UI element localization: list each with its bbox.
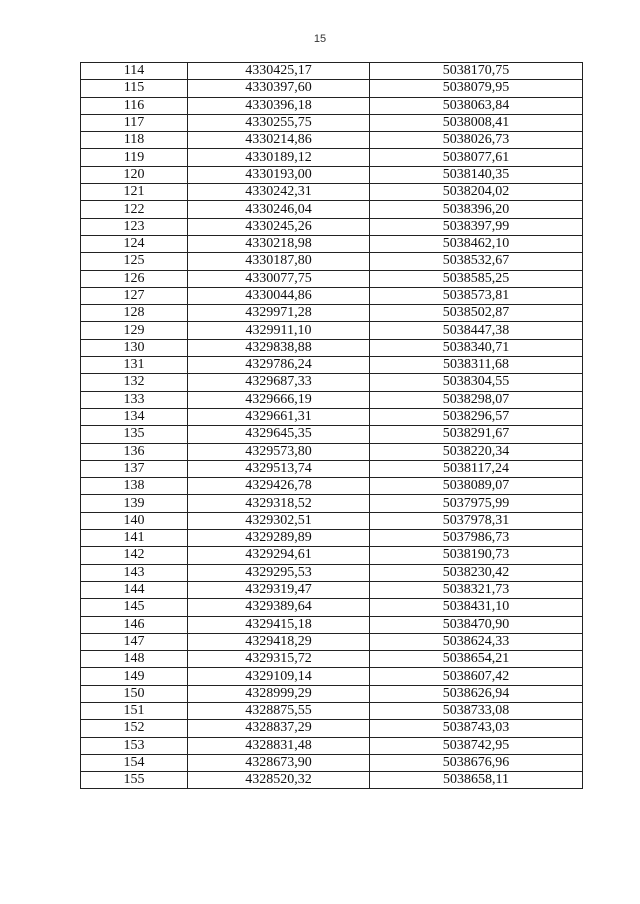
x-coordinate-cell: 4329645,35 — [188, 426, 370, 443]
point-number-cell: 133 — [81, 391, 188, 408]
x-coordinate-cell: 4330077,75 — [188, 270, 370, 287]
point-number-cell: 141 — [81, 530, 188, 547]
y-coordinate-cell: 5037978,31 — [370, 512, 583, 529]
table-row — [81, 772, 583, 789]
point-number-cell: 122 — [81, 201, 188, 218]
y-coordinate-cell: 5038654,21 — [370, 651, 583, 668]
table-row — [81, 581, 583, 598]
x-coordinate-cell: 4329513,74 — [188, 460, 370, 477]
x-coordinate-cell: 4329838,88 — [188, 339, 370, 356]
table-row — [81, 495, 583, 512]
table-row — [81, 512, 583, 529]
y-coordinate-cell: 5038291,67 — [370, 426, 583, 443]
y-coordinate-cell: 5038733,08 — [370, 702, 583, 719]
point-number-cell: 155 — [81, 772, 188, 789]
x-coordinate-cell: 4329289,89 — [188, 530, 370, 547]
x-coordinate-cell: 4329318,52 — [188, 495, 370, 512]
y-coordinate-cell: 5038626,94 — [370, 685, 583, 702]
y-coordinate-cell: 5038658,11 — [370, 772, 583, 789]
y-coordinate-cell: 5038077,61 — [370, 149, 583, 166]
point-number-cell: 116 — [81, 97, 188, 114]
point-number-cell: 137 — [81, 460, 188, 477]
table-row — [81, 149, 583, 166]
point-number-cell: 148 — [81, 651, 188, 668]
y-coordinate-cell: 5038089,07 — [370, 478, 583, 495]
x-coordinate-cell: 4330187,80 — [188, 253, 370, 270]
y-coordinate-cell: 5038573,81 — [370, 287, 583, 304]
coordinates-table — [80, 62, 583, 789]
table-row — [81, 391, 583, 408]
point-number-cell: 129 — [81, 322, 188, 339]
y-coordinate-cell: 5038340,71 — [370, 339, 583, 356]
point-number-cell: 136 — [81, 443, 188, 460]
y-coordinate-cell: 5038462,10 — [370, 235, 583, 252]
point-number-cell: 139 — [81, 495, 188, 512]
table-row — [81, 305, 583, 322]
y-coordinate-cell: 5038298,07 — [370, 391, 583, 408]
y-coordinate-cell: 5038607,42 — [370, 668, 583, 685]
x-coordinate-cell: 4329389,64 — [188, 599, 370, 616]
x-coordinate-cell: 4329971,28 — [188, 305, 370, 322]
point-number-cell: 114 — [81, 63, 188, 80]
point-number-cell: 153 — [81, 737, 188, 754]
table-row — [81, 63, 583, 80]
x-coordinate-cell: 4330425,17 — [188, 63, 370, 80]
x-coordinate-cell: 4329687,33 — [188, 374, 370, 391]
x-coordinate-cell: 4330193,00 — [188, 166, 370, 183]
table-row — [81, 339, 583, 356]
table-row — [81, 737, 583, 754]
point-number-cell: 115 — [81, 80, 188, 97]
table-row — [81, 132, 583, 149]
table-row — [81, 184, 583, 201]
point-number-cell: 146 — [81, 616, 188, 633]
table-row — [81, 668, 583, 685]
table-row — [81, 235, 583, 252]
table-row — [81, 547, 583, 564]
point-number-cell: 145 — [81, 599, 188, 616]
table-row — [81, 720, 583, 737]
x-coordinate-cell: 4330218,98 — [188, 235, 370, 252]
x-coordinate-cell: 4330245,26 — [188, 218, 370, 235]
point-number-cell: 131 — [81, 357, 188, 374]
table-row — [81, 443, 583, 460]
x-coordinate-cell: 4329315,72 — [188, 651, 370, 668]
table-row — [81, 270, 583, 287]
x-coordinate-cell: 4329573,80 — [188, 443, 370, 460]
x-coordinate-cell: 4330255,75 — [188, 114, 370, 131]
y-coordinate-cell: 5038140,35 — [370, 166, 583, 183]
y-coordinate-cell: 5038170,75 — [370, 63, 583, 80]
y-coordinate-cell: 5038311,68 — [370, 357, 583, 374]
x-coordinate-cell: 4328999,29 — [188, 685, 370, 702]
y-coordinate-cell: 5038026,73 — [370, 132, 583, 149]
y-coordinate-cell: 5038230,42 — [370, 564, 583, 581]
y-coordinate-cell: 5038220,34 — [370, 443, 583, 460]
table-row — [81, 218, 583, 235]
y-coordinate-cell: 5038304,55 — [370, 374, 583, 391]
x-coordinate-cell: 4330246,04 — [188, 201, 370, 218]
point-number-cell: 147 — [81, 633, 188, 650]
y-coordinate-cell: 5038117,24 — [370, 460, 583, 477]
point-number-cell: 124 — [81, 235, 188, 252]
table-row — [81, 651, 583, 668]
x-coordinate-cell: 4328837,29 — [188, 720, 370, 737]
y-coordinate-cell: 5038743,03 — [370, 720, 583, 737]
point-number-cell: 143 — [81, 564, 188, 581]
table-row — [81, 374, 583, 391]
point-number-cell: 118 — [81, 132, 188, 149]
y-coordinate-cell: 5038585,25 — [370, 270, 583, 287]
point-number-cell: 151 — [81, 702, 188, 719]
x-coordinate-cell: 4329302,51 — [188, 512, 370, 529]
y-coordinate-cell: 5038532,67 — [370, 253, 583, 270]
point-number-cell: 119 — [81, 149, 188, 166]
table-row — [81, 322, 583, 339]
table-row — [81, 408, 583, 425]
y-coordinate-cell: 5038470,90 — [370, 616, 583, 633]
table-row — [81, 253, 583, 270]
point-number-cell: 149 — [81, 668, 188, 685]
x-coordinate-cell: 4329786,24 — [188, 357, 370, 374]
y-coordinate-cell: 5038624,33 — [370, 633, 583, 650]
point-number-cell: 125 — [81, 253, 188, 270]
y-coordinate-cell: 5038190,73 — [370, 547, 583, 564]
point-number-cell: 121 — [81, 184, 188, 201]
point-number-cell: 123 — [81, 218, 188, 235]
table-row — [81, 80, 583, 97]
table-row — [81, 599, 583, 616]
y-coordinate-cell: 5038397,99 — [370, 218, 583, 235]
x-coordinate-cell: 4330044,86 — [188, 287, 370, 304]
point-number-cell: 142 — [81, 547, 188, 564]
y-coordinate-cell: 5038079,95 — [370, 80, 583, 97]
y-coordinate-cell: 5038502,87 — [370, 305, 583, 322]
y-coordinate-cell: 5038321,73 — [370, 581, 583, 598]
y-coordinate-cell: 5038296,57 — [370, 408, 583, 425]
y-coordinate-cell: 5038676,96 — [370, 754, 583, 771]
point-number-cell: 152 — [81, 720, 188, 737]
table-row — [81, 201, 583, 218]
y-coordinate-cell: 5037975,99 — [370, 495, 583, 512]
point-number-cell: 135 — [81, 426, 188, 443]
point-number-cell: 140 — [81, 512, 188, 529]
x-coordinate-cell: 4329666,19 — [188, 391, 370, 408]
table-row — [81, 166, 583, 183]
x-coordinate-cell: 4329295,53 — [188, 564, 370, 581]
y-coordinate-cell: 5038063,84 — [370, 97, 583, 114]
coordinates-table-body — [81, 63, 583, 789]
point-number-cell: 154 — [81, 754, 188, 771]
x-coordinate-cell: 4329418,29 — [188, 633, 370, 650]
point-number-cell: 128 — [81, 305, 188, 322]
x-coordinate-cell: 4329911,10 — [188, 322, 370, 339]
y-coordinate-cell: 5038008,41 — [370, 114, 583, 131]
table-row — [81, 564, 583, 581]
table-row — [81, 97, 583, 114]
table-row — [81, 754, 583, 771]
x-coordinate-cell: 4329426,78 — [188, 478, 370, 495]
x-coordinate-cell: 4328831,48 — [188, 737, 370, 754]
point-number-cell: 117 — [81, 114, 188, 131]
point-number-cell: 150 — [81, 685, 188, 702]
point-number-cell: 138 — [81, 478, 188, 495]
table-row — [81, 616, 583, 633]
y-coordinate-cell: 5038431,10 — [370, 599, 583, 616]
point-number-cell: 134 — [81, 408, 188, 425]
x-coordinate-cell: 4328875,55 — [188, 702, 370, 719]
x-coordinate-cell: 4329415,18 — [188, 616, 370, 633]
y-coordinate-cell: 5037986,73 — [370, 530, 583, 547]
x-coordinate-cell: 4329294,61 — [188, 547, 370, 564]
x-coordinate-cell: 4330189,12 — [188, 149, 370, 166]
y-coordinate-cell: 5038396,20 — [370, 201, 583, 218]
table-row — [81, 685, 583, 702]
point-number-cell: 132 — [81, 374, 188, 391]
table-row — [81, 287, 583, 304]
table-row — [81, 460, 583, 477]
table-row — [81, 530, 583, 547]
x-coordinate-cell: 4328520,32 — [188, 772, 370, 789]
table-row — [81, 426, 583, 443]
point-number-cell: 127 — [81, 287, 188, 304]
y-coordinate-cell: 5038204,02 — [370, 184, 583, 201]
x-coordinate-cell: 4329661,31 — [188, 408, 370, 425]
y-coordinate-cell: 5038742,95 — [370, 737, 583, 754]
point-number-cell: 130 — [81, 339, 188, 356]
x-coordinate-cell: 4328673,90 — [188, 754, 370, 771]
x-coordinate-cell: 4330214,86 — [188, 132, 370, 149]
table-row — [81, 702, 583, 719]
x-coordinate-cell: 4330396,18 — [188, 97, 370, 114]
point-number-cell: 144 — [81, 581, 188, 598]
table-row — [81, 114, 583, 131]
page-number: 15 — [313, 33, 327, 45]
x-coordinate-cell: 4329109,14 — [188, 668, 370, 685]
x-coordinate-cell: 4330242,31 — [188, 184, 370, 201]
point-number-cell: 126 — [81, 270, 188, 287]
x-coordinate-cell: 4329319,47 — [188, 581, 370, 598]
y-coordinate-cell: 5038447,38 — [370, 322, 583, 339]
x-coordinate-cell: 4330397,60 — [188, 80, 370, 97]
table-row — [81, 478, 583, 495]
point-number-cell: 120 — [81, 166, 188, 183]
table-row — [81, 357, 583, 374]
table-row — [81, 633, 583, 650]
